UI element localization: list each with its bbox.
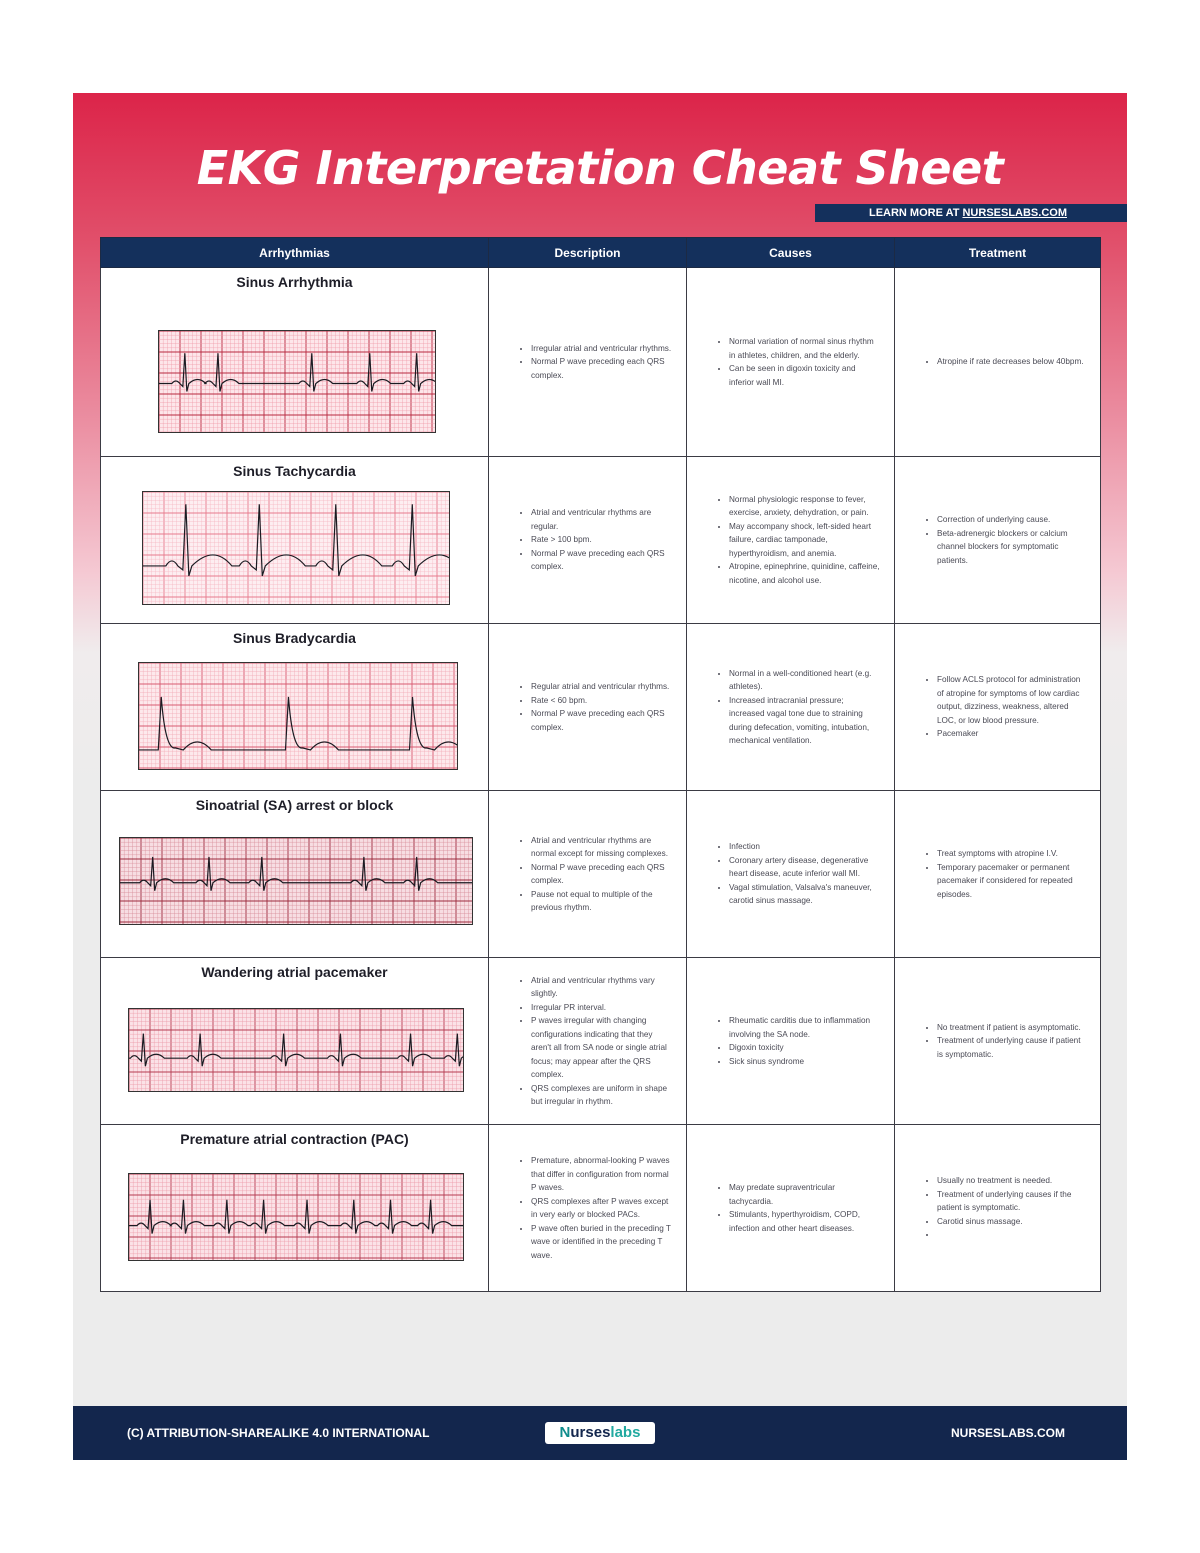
treatment-cell bbox=[895, 624, 1101, 791]
description-cell bbox=[489, 791, 687, 958]
column-header: Arrhythmias bbox=[101, 238, 489, 268]
arrhythmia-name: Sinus Bradycardia bbox=[233, 630, 356, 646]
footer-site-link[interactable]: NURSESLABS.COM bbox=[950, 1426, 1065, 1440]
description-cell bbox=[489, 268, 687, 457]
description-item: • Pause not equal to multiple of the previous rhythm. bbox=[531, 888, 672, 915]
causes-item: • May predate supraventricular tachycardia. bbox=[729, 1181, 880, 1208]
causes-item: • Normal physiologic response to fever, exercise, anxiety, dehydration, or pain. bbox=[729, 493, 880, 520]
table-row bbox=[101, 958, 1101, 1125]
arrhythmia-cell bbox=[101, 791, 489, 958]
table-row bbox=[101, 457, 1101, 624]
description-item: • Irregular atrial and ventricular rhythms. bbox=[531, 342, 672, 356]
license-text: (C) ATTRIBUTION-SHAREALIKE 4.0 INTERNATIONAL bbox=[127, 1426, 430, 1440]
column-header: Causes bbox=[687, 238, 895, 268]
treatment-cell bbox=[895, 958, 1101, 1125]
table-row bbox=[101, 1125, 1101, 1292]
ekg-strip-image bbox=[138, 662, 458, 770]
description-list bbox=[489, 268, 686, 456]
treatment-item: • Correction of underlying cause. bbox=[937, 513, 1086, 527]
treatment-item: • Treatment of underlying cause if patient is symptomatic. bbox=[937, 1034, 1086, 1061]
description-item: • Regular atrial and ventricular rhythms. bbox=[531, 680, 672, 694]
causes-item: • Increased intracranial pressure; increased vagal tone due to straining during defecation, vomiting, intubation, mechanical ventilation. bbox=[729, 694, 880, 748]
footer-bar bbox=[73, 1406, 1127, 1460]
ekg-strip-image bbox=[119, 837, 473, 925]
page-title: EKG Interpretation Cheat Sheet bbox=[196, 141, 1004, 195]
description-item: • Premature, abnormal-looking P waves that differ in configuration from normal P waves. bbox=[531, 1154, 672, 1195]
causes-list bbox=[687, 791, 894, 957]
treatment-cell bbox=[895, 791, 1101, 958]
description-item: • Normal P wave preceding each QRS complex. bbox=[531, 861, 672, 888]
description-item: • QRS complexes are uniform in shape but irregular in rhythm. bbox=[531, 1082, 672, 1109]
causes-cell bbox=[687, 624, 895, 791]
arrhythmia-name: Sinoatrial (SA) arrest or block bbox=[195, 797, 394, 813]
treatment-item: • Follow ACLS protocol for administration of atropine for symptoms of low cardiac output, dizziness, weakness, altered LOC, or low blood pressure. bbox=[937, 673, 1086, 727]
treatment-cell bbox=[895, 457, 1101, 624]
causes-item: • Can be seen in digoxin toxicity and inferior wall MI. bbox=[729, 362, 880, 389]
arrhythmia-cell bbox=[101, 457, 489, 624]
table-row bbox=[101, 624, 1101, 791]
description-list bbox=[489, 791, 686, 957]
description-item: • Normal P wave preceding each QRS complex. bbox=[531, 355, 672, 382]
causes-item: • May accompany shock, left-sided heart failure, cardiac tamponade, hyperthyroidism, and anemia. bbox=[729, 520, 880, 561]
description-item: • Normal P wave preceding each QRS complex. bbox=[531, 547, 672, 574]
arrhythmia-cell bbox=[101, 958, 489, 1125]
arrhythmia-name: Premature atrial contraction (PAC) bbox=[180, 1131, 409, 1147]
treatment-cell bbox=[895, 1125, 1101, 1292]
description-item: • Atrial and ventricular rhythms are normal except for missing complexes. bbox=[531, 834, 672, 861]
causes-list bbox=[687, 457, 894, 623]
causes-cell bbox=[687, 268, 895, 457]
ekg-strip-image bbox=[158, 330, 436, 433]
causes-item: • Normal in a well-conditioned heart (e.g. athletes). bbox=[729, 667, 880, 694]
causes-list bbox=[687, 268, 894, 456]
treatment-list bbox=[895, 624, 1100, 790]
learn-more-link[interactable]: NURSESLABS.COM bbox=[962, 207, 1067, 219]
treatment-list bbox=[895, 791, 1100, 957]
treatment-item: • Treatment of underlying causes if the patient is symptomatic. bbox=[937, 1188, 1086, 1215]
description-cell bbox=[489, 1125, 687, 1292]
description-cell bbox=[489, 958, 687, 1125]
table-row bbox=[101, 791, 1101, 958]
treatment-item: • Carotid sinus massage. bbox=[937, 1215, 1086, 1229]
cheat-sheet bbox=[73, 93, 1127, 1460]
ekg-table bbox=[100, 237, 1101, 1292]
treatment-list bbox=[895, 268, 1100, 456]
causes-item: • Coronary artery disease, degenerative heart disease, acute inferior wall MI. bbox=[729, 854, 880, 881]
column-header: Treatment bbox=[895, 238, 1101, 268]
description-item: • Rate > 100 bpm. bbox=[531, 533, 672, 547]
treatment-item: • Treat symptoms with atropine I.V. bbox=[937, 847, 1086, 861]
description-list bbox=[489, 457, 686, 623]
treatment-item: • Atropine if rate decreases below 40bpm. bbox=[937, 355, 1084, 369]
ekg-strip-image bbox=[128, 1008, 464, 1092]
description-cell bbox=[489, 457, 687, 624]
ekg-strip-image bbox=[128, 1173, 464, 1261]
causes-item: • Stimulants, hyperthyroidism, COPD, infection and other heart diseases. bbox=[729, 1208, 880, 1235]
treatment-list bbox=[895, 457, 1100, 623]
arrhythmia-cell bbox=[101, 1125, 489, 1292]
causes-cell bbox=[687, 958, 895, 1125]
arrhythmia-name: Sinus Arrhythmia bbox=[236, 274, 353, 290]
learn-more-banner bbox=[815, 204, 1127, 222]
treatment-list bbox=[895, 1125, 1100, 1291]
description-item: • P waves irregular with changing configurations indicating that they aren't all from SA node or single atrial focus; may appear after the QRS complex. bbox=[531, 1014, 672, 1082]
table-row bbox=[101, 268, 1101, 457]
causes-item: • Atropine, epinephrine, quinidine, caffeine, nicotine, and alcohol use. bbox=[729, 560, 880, 587]
causes-cell bbox=[687, 791, 895, 958]
column-header: Description bbox=[489, 238, 687, 268]
causes-item: • Rheumatic carditis due to inflammation involving the SA node. bbox=[729, 1014, 880, 1041]
description-item: • Atrial and ventricular rhythms are regular. bbox=[531, 506, 672, 533]
causes-item: • Infection bbox=[729, 840, 880, 854]
treatment-item: • Beta-adrenergic blockers or calcium channel blockers for symptomatic patients. bbox=[937, 527, 1086, 568]
learn-more-label: LEARN MORE AT bbox=[868, 207, 963, 219]
treatment-list bbox=[895, 958, 1100, 1124]
arrhythmia-cell bbox=[101, 624, 489, 791]
treatment-item: • Usually no treatment is needed. bbox=[937, 1174, 1086, 1188]
causes-item: • Vagal stimulation, Valsalva's maneuver, carotid sinus massage. bbox=[729, 881, 880, 908]
arrhythmia-name: Wandering atrial pacemaker bbox=[201, 964, 388, 980]
description-list bbox=[489, 958, 686, 1124]
arrhythmia-name: Sinus Tachycardia bbox=[233, 463, 356, 479]
description-item: • Atrial and ventricular rhythms vary slightly. bbox=[531, 974, 672, 1001]
description-item: • Irregular PR interval. bbox=[531, 1001, 672, 1015]
causes-list bbox=[687, 958, 894, 1124]
causes-item: • Digoxin toxicity bbox=[729, 1041, 880, 1055]
table-header-row bbox=[101, 238, 1101, 268]
causes-list bbox=[687, 1125, 894, 1291]
description-list bbox=[489, 624, 686, 790]
nurseslabs-logo[interactable]: Nurseslabs bbox=[545, 1422, 655, 1444]
treatment-item: • No treatment if patient is asymptomatic. bbox=[937, 1021, 1086, 1035]
causes-list bbox=[687, 624, 894, 790]
treatment-item bbox=[937, 1228, 1086, 1242]
causes-cell bbox=[687, 1125, 895, 1292]
treatment-item: • Temporary pacemaker or permanent pacemaker if considered for repeated episodes. bbox=[937, 861, 1086, 902]
description-cell bbox=[489, 624, 687, 791]
description-item: • Rate < 60 bpm. bbox=[531, 694, 672, 708]
treatment-item: • Pacemaker bbox=[937, 727, 1086, 741]
description-item: • QRS complexes after P waves except in very early or blocked PACs. bbox=[531, 1195, 672, 1222]
treatment-cell bbox=[895, 268, 1101, 457]
causes-item: • Sick sinus syndrome bbox=[729, 1055, 880, 1069]
arrhythmia-cell bbox=[101, 268, 489, 457]
causes-item: • Normal variation of normal sinus rhythm in athletes, children, and the elderly. bbox=[729, 335, 880, 362]
description-item: • P wave often buried in the preceding T wave or identified in the preceding T wave. bbox=[531, 1222, 672, 1263]
description-list bbox=[489, 1125, 686, 1291]
ekg-strip-image bbox=[142, 491, 450, 605]
causes-cell bbox=[687, 457, 895, 624]
description-item: • Normal P wave preceding each QRS complex. bbox=[531, 707, 672, 734]
